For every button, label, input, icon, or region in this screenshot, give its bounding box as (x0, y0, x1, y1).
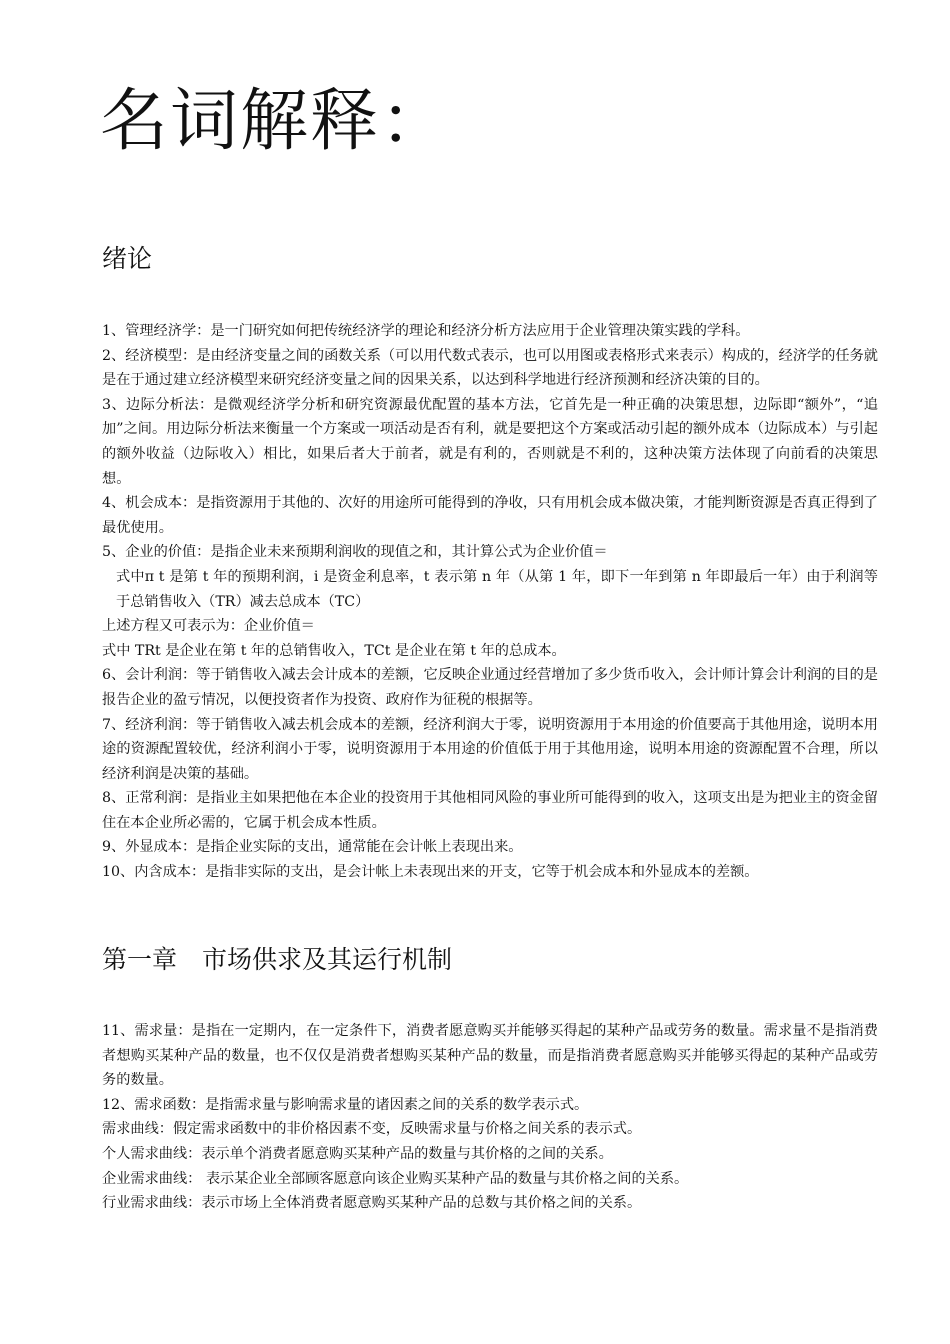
term-paragraph: 12、需求函数：是指需求量与影响需求量的诸因素之间的关系的数学表示式。 (102, 1096, 589, 1113)
term-paragraph: 需求曲线：假定需求函数中的非价格因素不变，反映需求量与价格之间关系的表示式。 (102, 1121, 642, 1138)
term-paragraph: 3、边际分析法：是微观经济学分析和研究资源最优配置的基本方法，它首先是一种正确的决策思想，边际即“额外”，“追加”之间。用边际分析法来衡量一个方案或一项活动是否有利，就是要把这个方案或活动引起的额外成本（边际成本）与引起的额外收益（边际收入）相比，如果后者大于前者，就是有利的，否则就是不利的，这种决策方法体现了向前看的决策思想。 (102, 396, 878, 487)
term-paragraph: 9、外显成本：是指企业实际的支出，通常能在会计帐上表现出来。 (102, 839, 523, 856)
section-body-intro (102, 319, 878, 885)
term-paragraph: 10、内含成本：是指非实际的支出，是会计帐上未表现出来的开支，它等于机会成本和外显成本的差额。 (102, 864, 759, 881)
term-paragraph: 11、需求量：是指在一定期内，在一定条件下，消费者愿意购买并能够买得起的某种产品或劳务的数量。需求量不是指消费者想购买某种产品的数量，也不仅仅是消费者想购买某种产品的数量，而是指消费者愿意购买并能够买得起的某种产品或劳务的数量。 (102, 1023, 878, 1089)
term-paragraph: 个人需求曲线：表示单个消费者愿意购买某种产品的数量与其价格的之间的关系。 (102, 1145, 613, 1162)
term-paragraph: 2、经济模型：是由经济变量之间的函数关系（可以用代数式表示，也可以用图或表格形式来表示）构成的，经济学的任务就是在于通过建立经济模型来研究经济变量之间的因果关系，以达到科学地进行经济预测和经济决策的目的。 (102, 347, 878, 389)
section-heading-chapter-1: 第一章 市场供求及其运行机制 (102, 945, 453, 974)
term-paragraph: 1、管理经济学：是一门研究如何把传统经济学的理论和经济分析方法应用于企业管理决策实践的学科。 (102, 323, 750, 339)
page-title: 名词解释： (100, 82, 451, 161)
formula-note: 式中 TRt 是企业在第 t 年的总销售收入，TCt 是企业在第 t 年的总成本。 (102, 642, 566, 659)
section-heading-intro: 绪论 (102, 244, 153, 273)
section-body-chapter-1 (102, 1019, 878, 1216)
term-paragraph: 5、企业的价值：是指企业未来预期利润收的现值之和，其计算公式为企业价值＝ (102, 544, 608, 561)
term-paragraph: 企业需求曲线： 表示某企业全部顾客愿意向该企业购买某种产品的数量与其价格之间的关系。 (102, 1170, 689, 1187)
formula-note: 上述方程又可表示为：企业价值＝ (102, 618, 315, 635)
term-paragraph: 7、经济利润：等于销售收入减去机会成本的差额，经济利润大于零，说明资源用于本用途的价值要高于其他用途，说明本用途的资源配置较优，经济利润小于零，说明资源用于本用途的价值低于用于其他用途，说明本用途的资源配置不合理，所以经济利润是决策的基础。 (102, 716, 878, 782)
formula-note: 式中π t 是第 t 年的预期利润，i 是资金利息率，t 表示第 n 年（从第 1 年，即下一年到第 n 年即最后一年）由于利润等于总销售收入（TR）减去总成本（TC） (116, 568, 878, 610)
term-paragraph: 4、机会成本：是指资源用于其他的、次好的用途所可能得到的净收，只有用机会成本做决策，才能判断资源是否真正得到了最优使用。 (102, 495, 878, 536)
term-paragraph: 6、会计利润：等于销售收入减去会计成本的差额，它反映企业通过经营增加了多少货币收入，会计师计算会计利润的目的是报告企业的盈亏情况，以便投资者作为投资、政府作为征税的根据等。 (102, 667, 878, 708)
term-paragraph: 行业需求曲线：表示市场上全体消费者愿意购买某种产品的总数与其价格之间的关系。 (102, 1195, 642, 1212)
term-paragraph: 8、正常利润：是指业主如果把他在本企业的投资用于其他相同风险的事业所可能得到的收入，这项支出是为把业主的资金留住在本企业所必需的，它属于机会成本性质。 (102, 790, 878, 831)
